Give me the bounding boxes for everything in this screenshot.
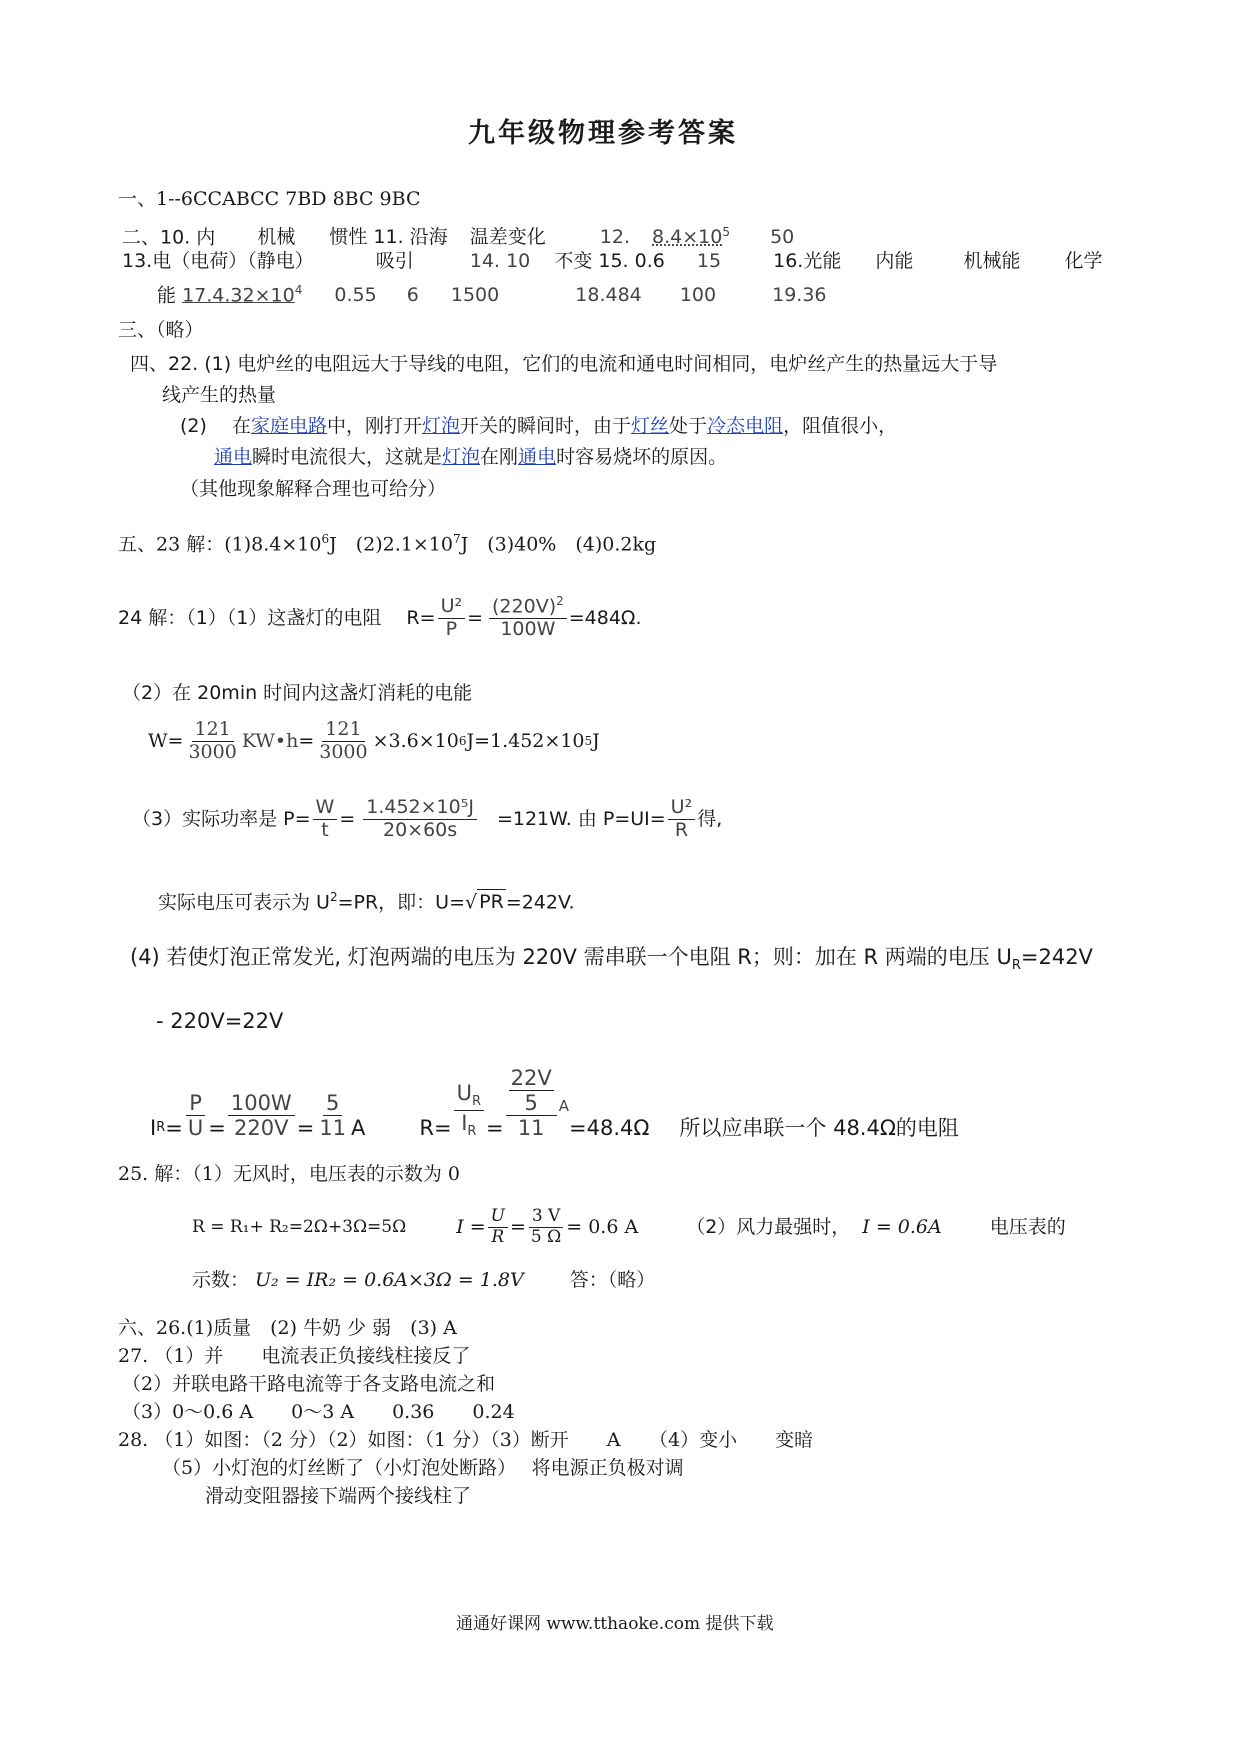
section-4-line-2: 线产生的热量 bbox=[162, 384, 277, 406]
q24-part-4-line-1: (4) 若使灯泡正常发光, 灯泡两端的电压为 220V 需串联一个电阻 R；则：加在 R 两端的电压 $U_R=242V$ bbox=[130, 945, 1093, 974]
q24-resistance: 24 解：（1）（1）这盏灯的电阻 R= $\frac{\text{U²}}{P}$ = $\frac{(220V)^2}{100W}$ =484Ω. bbox=[118, 593, 642, 641]
fraction-3v-over-5ohm: $\frac{3 V}{5 \Omega}$ bbox=[528, 1207, 564, 1247]
q24-part-2-label: （2）在 20min 时间内这盏灯消耗的电能 bbox=[122, 682, 473, 704]
fraction-w-over-t: $\frac{W}{t}$ bbox=[313, 797, 338, 842]
link-filament[interactable]: 灯丝 bbox=[631, 415, 670, 437]
fraction-5-over-11: $\frac{5}{11}$ bbox=[319, 1090, 347, 1140]
link-household-circuit[interactable]: 家庭电路 bbox=[250, 415, 327, 437]
q24-current-and-resistor: I R = $\frac{P}{U}$ = $\frac{100W}{220V}$ = $\frac{5}{11}$ A R= $\frac{U_R}{I_R}$ = 22V 5 11 A =48.4Ω 所以应串联一个 48.4Ω的电阻 bbox=[150, 1065, 959, 1140]
footer-credit: 通通好课网 www.tthaoke.com 提供下载 bbox=[456, 1614, 774, 1634]
q25-line-3: 示数： U₂ = IR₂ = 0.6A×3Ω = 1.8V 答：（略） bbox=[192, 1269, 656, 1291]
fraction-121-over-3000-b: $\frac{121}{3000}$ bbox=[319, 717, 368, 763]
fraction-u-over-r: $\frac{U}{R}$ bbox=[488, 1207, 508, 1247]
section-3: 三、（略） bbox=[118, 319, 204, 341]
section-6-line-3: （2）并联电路干路电流等于各支路电流之和 bbox=[122, 1373, 496, 1395]
page-title: 九年级物理参考答案 bbox=[468, 118, 738, 149]
section-6-line-6: （5）小灯泡的灯丝断了（小灯泡处断路） 将电源正负极对调 bbox=[162, 1457, 684, 1479]
link-bulb-2[interactable]: 灯泡 bbox=[442, 446, 481, 468]
section-6-line-2: 27. （1）并 电流表正负接线柱接反了 bbox=[118, 1345, 471, 1367]
section-6-line-1: 六、26.(1)质量 (2) 牛奶 少 弱 (3) A bbox=[118, 1317, 457, 1339]
link-bulb[interactable]: 灯泡 bbox=[422, 415, 461, 437]
fraction-energy-over-time: $\frac{\text{1.452×10⁵J}}{20\times 60s}$ bbox=[363, 797, 477, 842]
fraction-220v-over-100w: $\frac{(220V)^2}{100W}$ bbox=[489, 595, 567, 641]
q24-energy: W= $\frac{121}{3000}$ KW•h = $\frac{121}{3000}$ ×3.6×10 6 J=1.452×10 5 J bbox=[148, 717, 600, 763]
fraction-22v-over-5-11: 22V 5 11 bbox=[506, 1066, 557, 1140]
section-4-line-3: (2) 在家庭电路中，刚打开灯泡开关的瞬间时，由于灯丝处于冷态电阻，阻值很小， bbox=[180, 415, 898, 437]
q25-line-1: 25. 解：（1）无风时，电压表的示数为 0 bbox=[118, 1163, 460, 1185]
section-2-line-2: 13.电（电荷）（静电） 吸引 14. 10 不变 15. 0.6 15 16.光能 内能 机械能 化学 bbox=[122, 250, 1103, 272]
section-6-line-5: 28. （1）如图：（2 分）（2）如图：（1 分）（3）断开 A （4）变小 变暗 bbox=[118, 1429, 814, 1451]
fraction-u2-over-p: $\frac{\text{U²}}{P}$ bbox=[438, 596, 466, 641]
section-2-line-3: 能 $17.4.32\times 10^4$ 0.55 6 1500 18.484 100 19.36 bbox=[157, 283, 827, 307]
section-5: 五、23 解：$(1)8.4\times 10^6J$ $(2)2.1\times 10^7J$ (3)40% (4)0.2kg bbox=[118, 532, 657, 556]
section-6-line-4: （3）0～0.6 A 0～3 A 0.36 0.24 bbox=[122, 1401, 515, 1423]
section-1: 一、1--6CCABCC 7BD 8BC 9BC bbox=[118, 188, 421, 210]
section-2-line-1: 二、10. 内 机械 惯性 11. 沿海 温差变化 12. $8.4\times 10^5$ 50 bbox=[122, 225, 795, 249]
fraction-ur-over-ir: $\frac{U_R}{I_R}$ bbox=[454, 1081, 484, 1140]
section-6-line-7: 滑动变阻器接下端两个接线柱了 bbox=[205, 1485, 472, 1507]
section-4-line-1: 四、22. (1) 电炉丝的电阻远大于导线的电阻，它们的电流和通电时间相同，电炉丝产生的热量远大于导 bbox=[130, 353, 998, 375]
link-power-on[interactable]: 通电 bbox=[214, 446, 253, 468]
section-4-line-5: （其他现象解释合理也可给分） bbox=[180, 478, 447, 500]
fraction-121-over-3000: $\frac{121}{3000}$ bbox=[188, 717, 237, 763]
q24-voltage: 实际电压可表示为 $U^2=PR$，即：U=√ PR =242V. bbox=[158, 890, 575, 914]
fraction-100w-over-220v: $\frac{100W}{220V}$ bbox=[228, 1091, 295, 1140]
section-4-line-4: 通电瞬时电流很大，这就是灯泡在刚通电时容易烧坏的原因。 bbox=[214, 446, 728, 468]
link-cold-resistance[interactable]: 冷态电阻 bbox=[707, 415, 784, 437]
q24-part-4-line-2: - 220V=22V bbox=[156, 1009, 284, 1033]
q25-line-2: R = R₁+ R₂=2Ω+3Ω=5Ω I = $\frac{U}{R}$ = $\frac{3 V}{5 \Omega}$ = 0.6 A （2）风力最强时， I = 0.6A 电压表的 bbox=[192, 1205, 1066, 1247]
link-power-on-2[interactable]: 通电 bbox=[518, 446, 557, 468]
fraction-u2-over-r: $\frac{\text{U²}}{R}$ bbox=[668, 797, 696, 842]
q24-power: （3）实际功率是 P= $\frac{W}{t}$ = $\frac{\text{1.452×10⁵J}}{20\times 60s}$ =121W. 由 P=UI= $\frac{\text{U²}}{R}$ 得, bbox=[132, 795, 723, 841]
fraction-p-over-u: $\frac{P}{U}$ bbox=[187, 1090, 204, 1140]
